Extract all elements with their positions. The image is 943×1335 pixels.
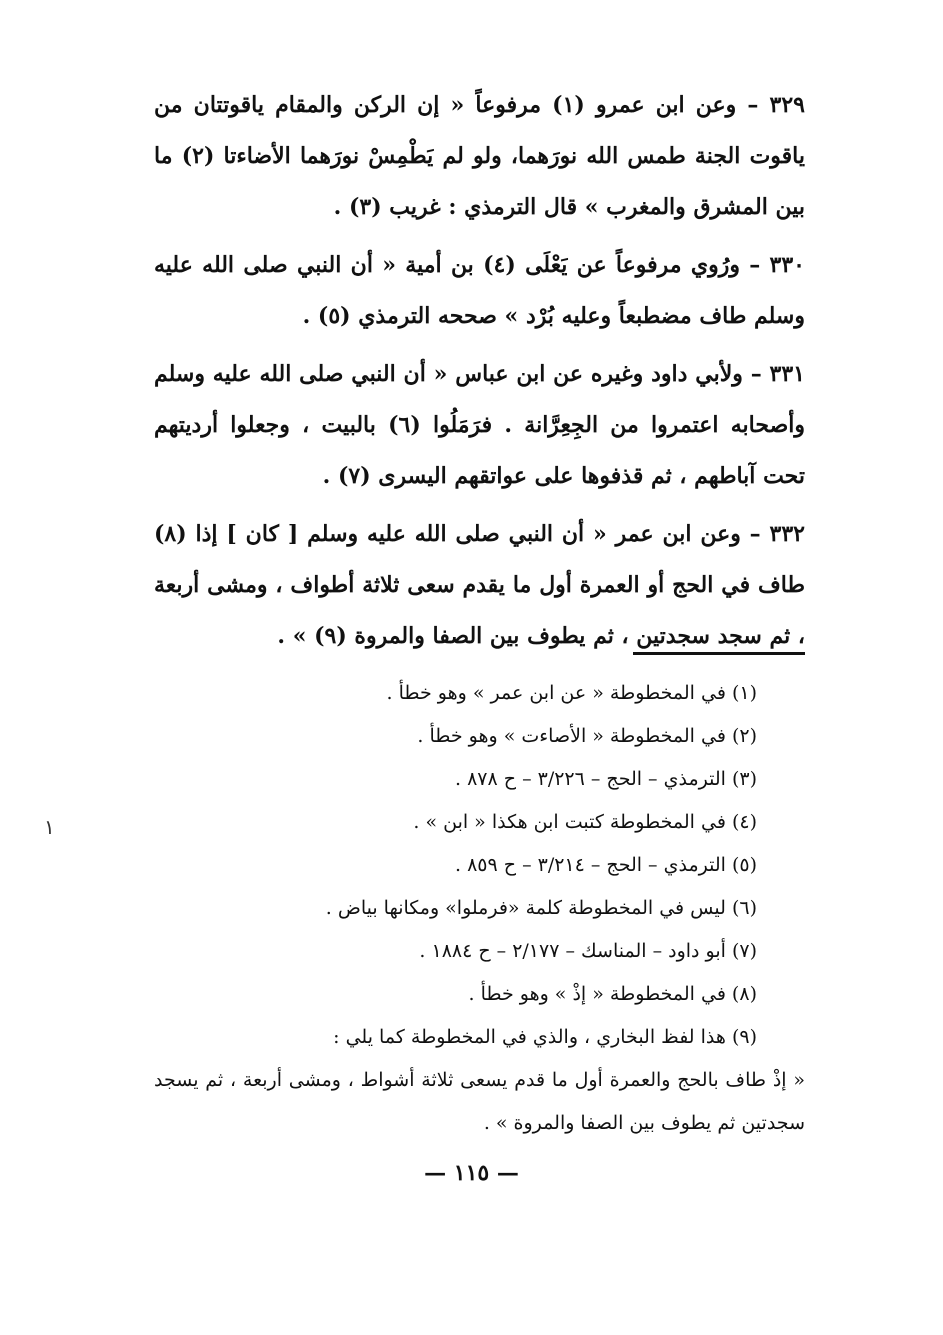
footnote: (٩) هذا لفظ البخاري ، والذي في المخطوطة كما يلي : — [333, 1026, 757, 1048]
margin-mark: ١ — [44, 815, 55, 839]
footnote: (٨) في المخطوطة « إذْ » وهو خطأ . — [468, 983, 757, 1005]
hadith-paragraph: ٣٣٢ – وعن ابن عمر « أن النبي صلى الله عليه وسلم [ كان ] إذا (٨) طاف في الحج أو العمرة أول ما يقدم سعى ثلاثة أطواف ، ومشى أربعة ، ثم سجد سجدتين ، ثم يطوف بين الصفا والمروة (٩) » . — [154, 521, 805, 649]
footnote-separator — [633, 652, 805, 655]
hadith-paragraph: ٣٣١ – ولأبي داود وغيره عن ابن عباس « أن النبي صلى الله عليه وسلم وأصحابه اعتمروا من الجِعِرَّانة . فرَمَلُوا (٦) بالبيت ، وجعلوا أرديتهم تحت آباطهم ، ثم قذفوها على عواتقهم اليسرى (٧) . — [154, 361, 805, 489]
footnote-continuation: « إذْ طاف بالحج والعمرة أول ما قدم يسعى ثلاثة أشواط ، ومشى أربعة ، ثم يسجد سجدتين ثم يطوف بين الصفا والمروة » . — [154, 1069, 805, 1134]
main-text — [154, 80, 805, 669]
footnote: (٧) أبو داود – المناسك – ٢/١٧٧ – ح ١٨٨٤ . — [419, 940, 757, 962]
footnote: (٣) الترمذي – الحج – ٣/٢٢٦ – ح ٨٧٨ . — [455, 768, 757, 790]
footnote: (٤) في المخطوطة كتبت ابن هكذا « ابن » . — [413, 811, 757, 833]
footnote: (٦) ليس في المخطوطة كلمة «فرملوا» ومكانها بياض . — [325, 897, 757, 919]
footnote: (١) في المخطوطة « عن ابن عمر » وهو خطأ . — [386, 682, 757, 704]
footnote: (٢) في المخطوطة « الأصاءت » وهو خطأ . — [417, 725, 757, 747]
page-number: — ١١٥ — — [424, 1160, 519, 1186]
footnotes — [154, 672, 805, 1145]
hadith-paragraph: ٣٣٠ – ورُوي مرفوعاً عن يَعْلَى (٤) بن أمية « أن النبي صلى الله عليه وسلم طاف مضطبعاً وعليه بُرْد » صححه الترمذي (٥) . — [154, 252, 805, 329]
footnote: (٥) الترمذي – الحج – ٣/٢١٤ – ح ٨٥٩ . — [455, 854, 757, 876]
hadith-paragraph: ٣٢٩ – وعن ابن عمرو (١) مرفوعاً « إن الركن والمقام ياقوتتان من ياقوت الجنة طمس الله نورَهما، ولو لم يَطْمِسْ نورَهما الأضاءتا (٢) ما بين المشرق والمغرب » قال الترمذي : غريب (٣) . — [154, 92, 805, 220]
